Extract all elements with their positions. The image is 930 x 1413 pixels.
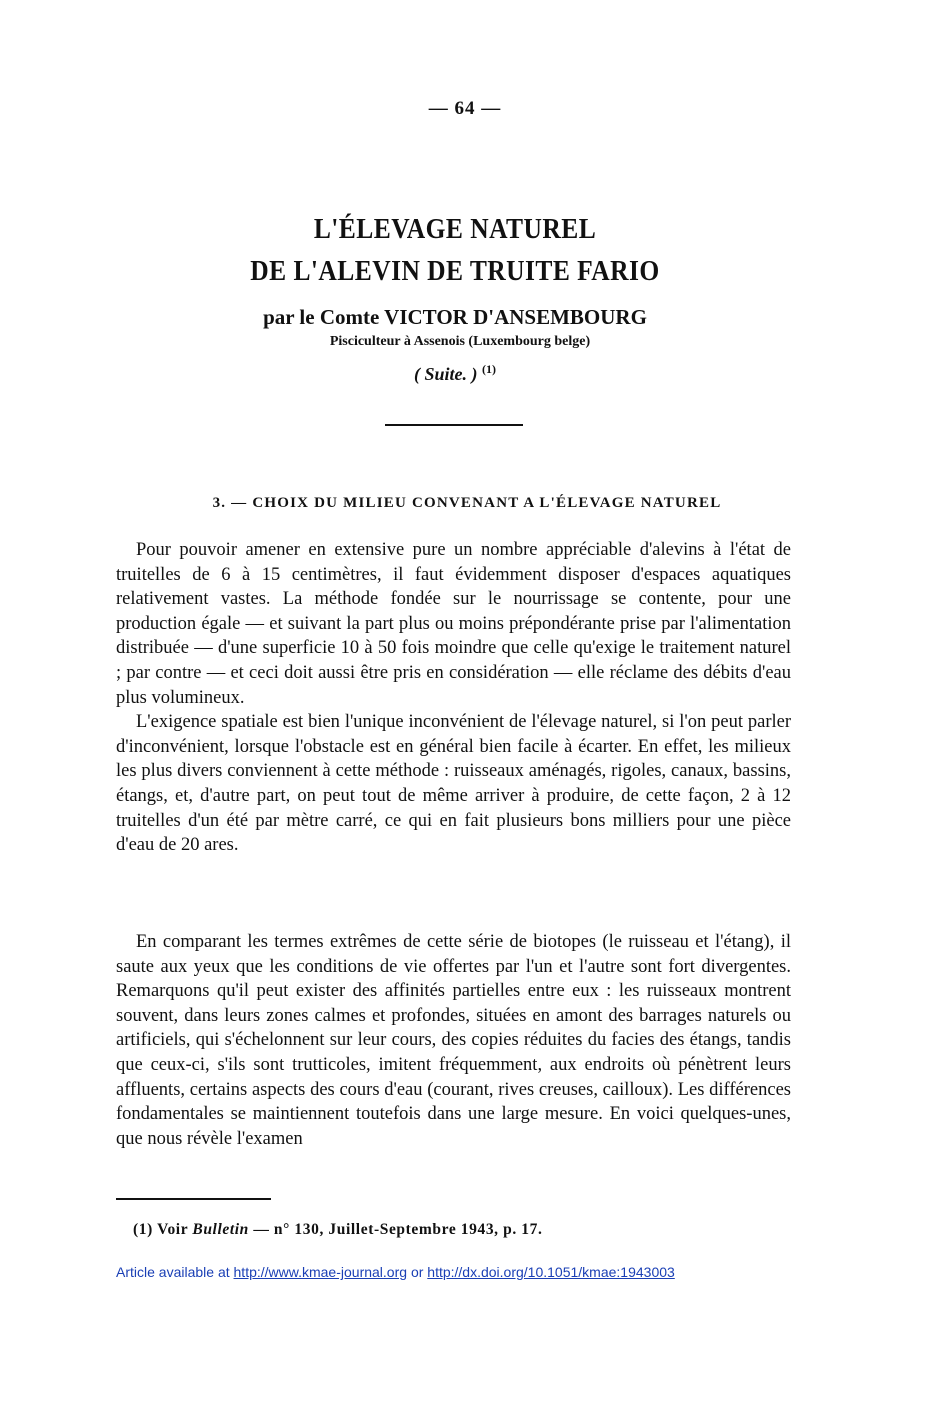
footnote-journal: Bulletin — [192, 1221, 249, 1238]
doi-link[interactable]: http://dx.doi.org/10.1051/kmae:1943003 — [427, 1264, 675, 1280]
body-text-upper — [116, 538, 791, 858]
footnote-text-before: Voir — [157, 1221, 188, 1238]
paragraph-3: En comparant les termes extrêmes de cette série de biotopes (le ruisseau et l'étang), il saute aux yeux que les conditions de vie offertes par l'un et l'autre sont fort divergentes. Remarquons qu'il peut exister des affinités partielles entre eux : les ruisseaux montrent souvent, dans leurs zones calmes et profondes, situées en amont des barrages naturels ou artificiels, qui s'échelonnent sur leur cours, des copies réduites du facies des étangs, tandis que ceux-ci, s'ils sont trutticoles, imitent fréquemment, aux endroits où pénètrent leurs affluents, certains aspects des cours d'eau (courant, rives creuses, cailloux). Les différences fondamentales se maintiennent toutefois dans une large mesure. En voici quelques-unes, que nous révèle l'examen — [116, 932, 791, 1149]
footnote — [133, 1221, 542, 1239]
author-byline: par le Comte VICTOR D'ANSEMBOURG — [263, 305, 647, 329]
body-text-lower — [116, 930, 791, 1151]
paragraph-2: L'exigence spatiale est bien l'unique inconvénient de l'élevage naturel, si l'on peut parler d'inconvénient, lorsque l'obstacle est en général bien facile à écarter. En effet, les milieux les plus divers conviennent à cette méthode : ruisseaux aménagés, rigoles, canaux, bassins, étangs, et, d'autre part, on peut tout de même arriver à produire, de cette façon, 2 à 12 truitelles d'un été par mètre carré, ce qui en fait plusieurs bons milliers pour une pièce d'eau de 20 ares. — [116, 712, 791, 856]
title-divider — [385, 424, 523, 426]
author-affiliation: Pisciculteur à Assenois (Luxembourg belge) — [329, 334, 591, 349]
article-title-line-2: DE L'ALEVIN DE TRUITE FARIO — [250, 255, 660, 287]
article-header — [0, 208, 910, 385]
footer-connector: or — [410, 1264, 424, 1280]
page-number: — 64 — — [428, 98, 502, 119]
continuation-label — [0, 362, 910, 385]
section-heading: 3. — CHOIX DU MILIEU CONVENANT A L'ÉLEVAGE NATUREL — [212, 495, 722, 511]
footer-prefix: Article available at — [116, 1264, 230, 1280]
footnote-text-after: — n° 130, Juillet-Septembre 1943, p. 17. — [253, 1221, 543, 1238]
continuation-text: ( Suite. ) — [413, 364, 478, 384]
footnote-marker: (1) — [133, 1221, 153, 1238]
journal-link[interactable]: http://www.kmae-journal.org — [233, 1264, 408, 1280]
availability-footer — [116, 1264, 675, 1280]
paragraph-1: Pour pouvoir amener en extensive pure un nombre appréciable d'alevins à l'état de truitelles de 6 à 15 centimètres, il faut évidemment disposer d'espaces aquatiques relativement vastes. La méthode fondée sur le nourrissage se contente, pour une production égale — et suivant la part plus ou moins prépondérante prise par l'alimentation distribuée — d'une superficie 10 à 50 fois moindre que celle qu'exige le traitement naturel ; par contre — et ceci doit aussi être pris en considération — elle réclame des débits d'eau plus volumineux. — [116, 540, 791, 708]
footnote-divider — [116, 1198, 271, 1200]
continuation-footnote-ref: (1) — [482, 362, 496, 376]
article-title-line-1: L'ÉLEVAGE NATUREL — [313, 213, 597, 245]
